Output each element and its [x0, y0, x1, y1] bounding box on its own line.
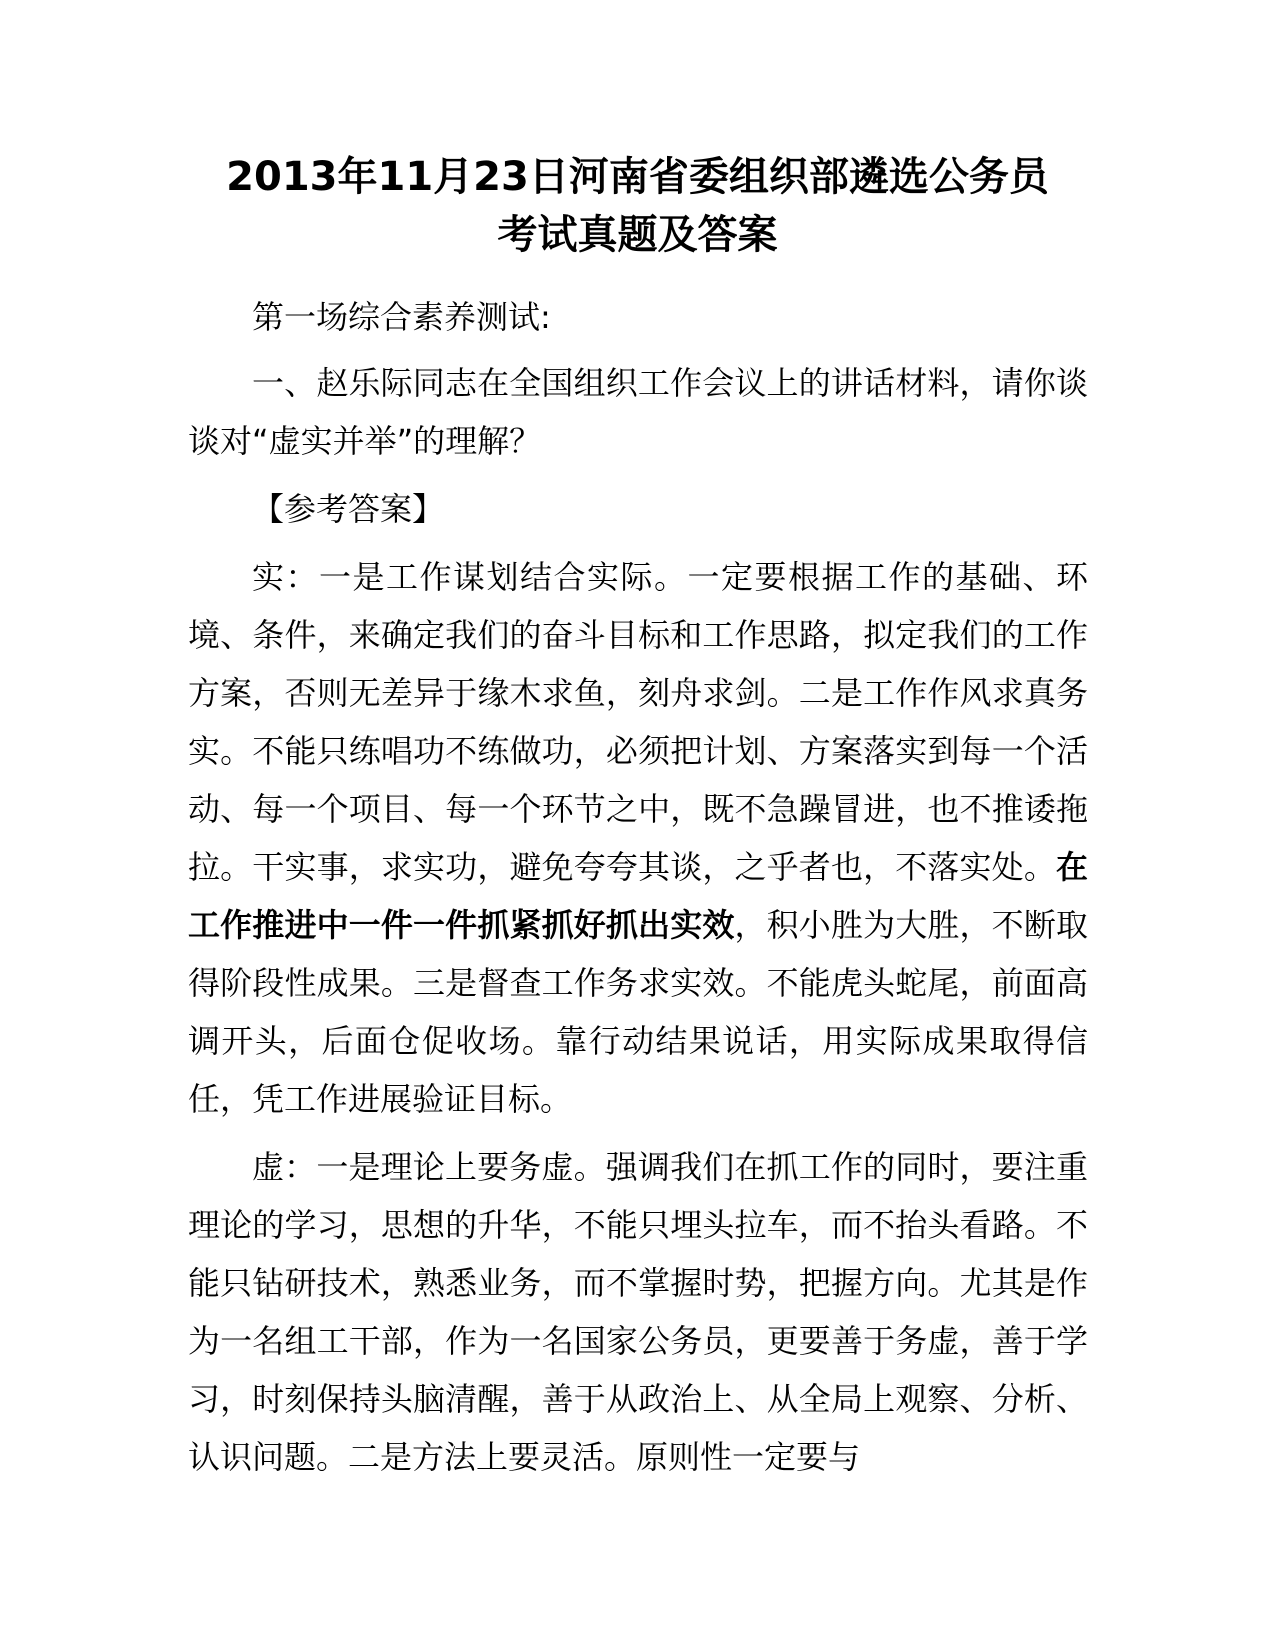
question-paragraph: 一、赵乐际同志在全国组织工作会议上的讲话材料，请你谈谈对“虚实并举”的理解？	[188, 364, 1088, 460]
paragraph-shi	[188, 548, 1088, 1128]
section-heading: 第一场综合素养测试:	[252, 298, 551, 336]
document-body	[188, 288, 1088, 1496]
paragraph-shi-emphasis: 在工作推进中一件一件抓紧抓好抓出实效	[188, 848, 1088, 944]
document-title	[180, 148, 1095, 264]
answer-heading: 【参考答案】	[252, 490, 445, 528]
title-line-1: 2013年11月23日河南省委组织部遴选公务员	[226, 154, 1049, 200]
title-line-2: 考试真题及答案	[497, 212, 778, 258]
paragraph-xu: 虚：一是理论上要务虚。强调我们在抓工作的同时，要注重理论的学习，思想的升华，不能只埋头拉车，而不抬头看路。不能只钻研技术，熟悉业务，而不掌握时势，把握方向。尤其是作为一名组工干部，作为一名国家公务员，更要善于务虚，善于学习，时刻保持头脑清醒，善于从政治上、从全局上观察、分析、认识问题。二是方法上要灵活。原则性一定要与	[188, 1148, 1088, 1476]
paragraph-shi-part2: ，积小胜为大胜，不断取得阶段性成果。三是督查工作务求实效。不能虎头蛇尾，前面高调开头，后面仓促收场。靠行动结果说话，用实际成果取得信任，凭工作进展验证目标。	[188, 906, 1088, 1118]
paragraph-shi-part1: 实：一是工作谋划结合实际。一定要根据工作的基础、环境、条件，来确定我们的奋斗目标和工作思路，拟定我们的工作方案，否则无差异于缘木求鱼，刻舟求剑。二是工作作风求真务实。不能只练唱功不练做功，必须把计划、方案落实到每一个活动、每一个项目、每一个环节之中，既不急躁冒进，也不推诿拖拉。干实事，求实功，避免夸夸其谈，之乎者也，不落实处。	[188, 558, 1088, 886]
